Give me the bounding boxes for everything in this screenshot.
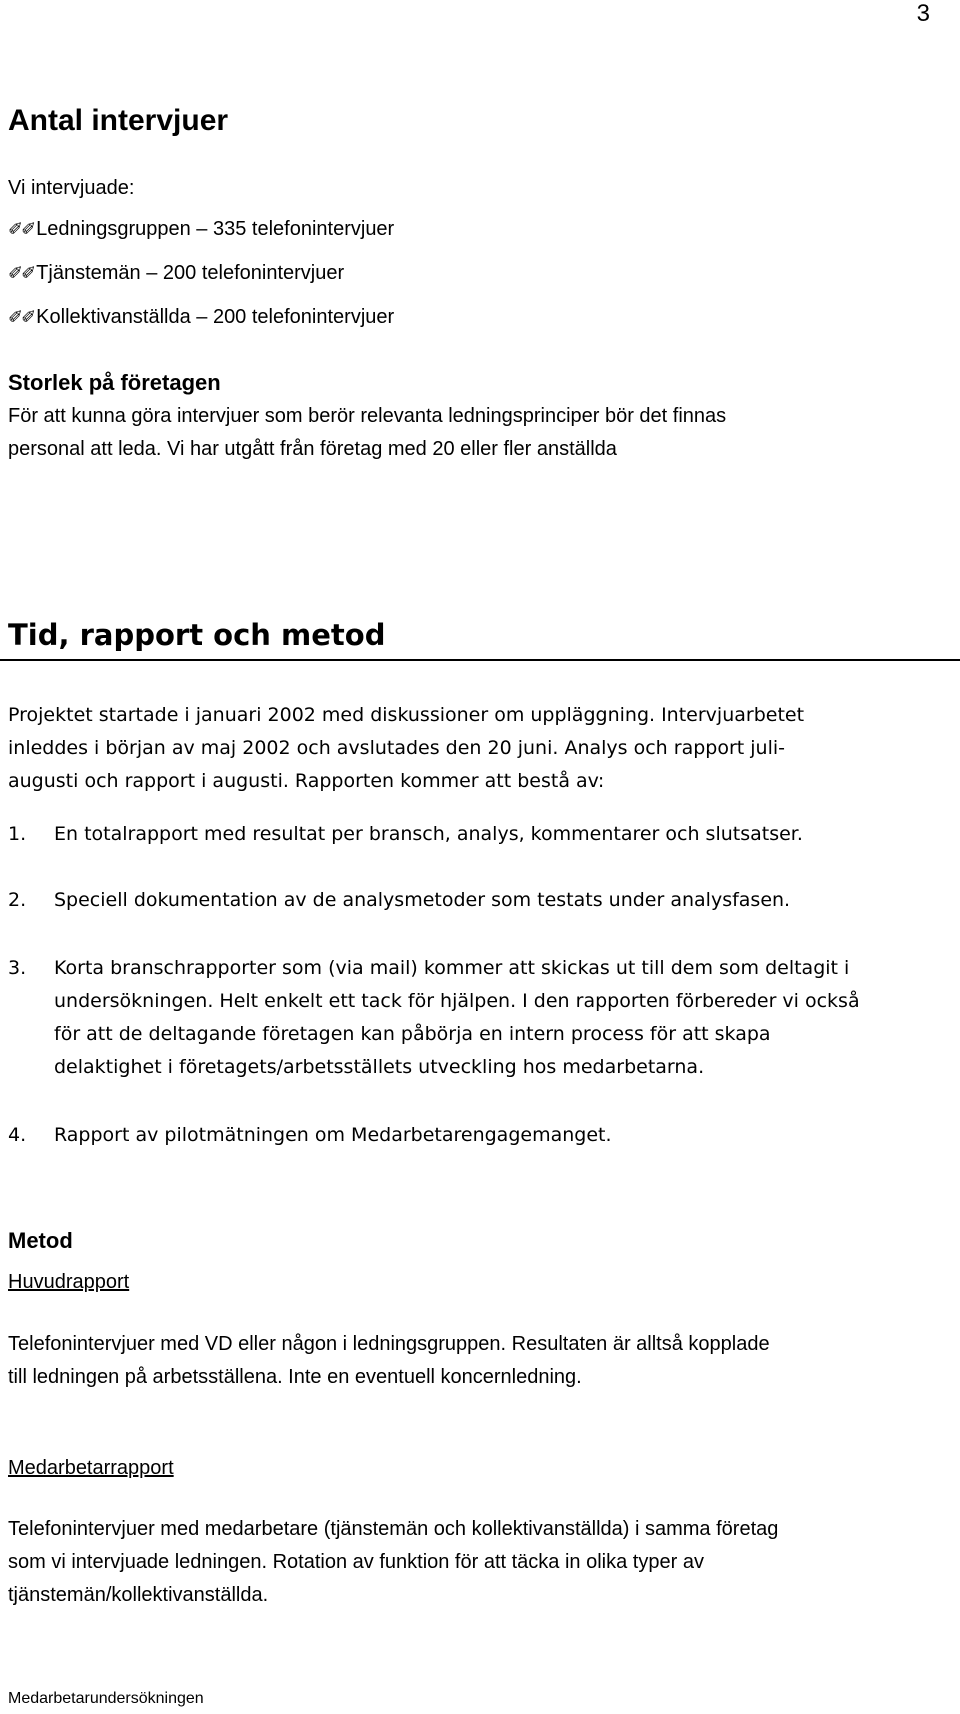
item-number: 4. <box>8 1124 27 1146</box>
list-item <box>8 262 344 285</box>
bullet-text: Tjänstemän – 200 telefonintervjuer <box>36 262 345 284</box>
paragraph-line: Telefonintervjuer med medarbetare (tjänstemän och kollektivanställda) i samma företag <box>8 1518 779 1540</box>
subheading-huvudrapport: Huvudrapport <box>8 1271 130 1293</box>
item-text: undersökningen. Helt enkelt ett tack för hjälpen. I den rapporten förbereder vi också <box>54 990 860 1012</box>
paragraph-line: som vi intervjuade ledningen. Rotation av funktion för att täcka in olika typer av <box>8 1551 704 1573</box>
section-divider <box>0 659 960 661</box>
list-item <box>8 218 394 241</box>
item-text: för att de deltagande företagen kan påbörja en intern process för att skapa <box>54 1023 771 1045</box>
paragraph-line: Telefonintervjuer med VD eller någon i ledningsgruppen. Resultaten är alltså kopplade <box>8 1333 770 1355</box>
bullet-text: Kollektivanställda – 200 telefonintervjuer <box>36 306 395 328</box>
section-title-metod: Metod <box>8 1228 73 1253</box>
paragraph-line: För att kunna göra intervjuer som berör relevanta ledningsprinciper bör det finnas <box>8 405 727 427</box>
section-title-antal-intervjuer: Antal intervjuer <box>8 104 229 137</box>
pen-icon: ✐✐ <box>8 219 35 240</box>
item-text: Korta branschrapporter som (via mail) kommer att skickas ut till dem som deltagit i <box>54 957 850 979</box>
paragraph-line: personal att leda. Vi har utgått från företag med 20 eller fler anställda <box>8 438 617 460</box>
paragraph-line: augusti och rapport i augusti. Rapporten kommer att bestå av: <box>8 770 605 792</box>
list-item <box>8 306 394 329</box>
paragraph-line: Projektet startade i januari 2002 med diskussioner om uppläggning. Intervjuarbetet <box>8 704 805 726</box>
paragraph-line: tjänstemän/kollektivanställda. <box>8 1584 269 1606</box>
subheading-medarbetarrapport: Medarbetarrapport <box>8 1457 174 1479</box>
numbered-item <box>8 1119 948 1152</box>
intro-text: Vi intervjuade: <box>8 177 135 199</box>
section-title-tid-rapport-metod: Tid, rapport och metod <box>8 618 386 652</box>
paragraph-line: till ledningen på arbetsställena. Inte en eventuell koncernledning. <box>8 1366 582 1388</box>
item-number: 1. <box>8 823 27 845</box>
numbered-item <box>8 884 948 917</box>
item-text: Rapport av pilotmätningen om Medarbetarengagemanget. <box>54 1124 612 1146</box>
numbered-item <box>8 952 948 1092</box>
item-number: 2. <box>8 889 27 911</box>
page-number: 3 <box>916 0 930 27</box>
numbered-item <box>8 818 948 851</box>
section-title-storlek: Storlek på företagen <box>8 370 221 395</box>
pen-icon: ✐✐ <box>8 263 35 284</box>
pen-icon: ✐✐ <box>8 307 35 328</box>
page-footer: Medarbetarundersökningen <box>8 1690 204 1707</box>
item-number: 3. <box>8 957 27 979</box>
item-text: Speciell dokumentation av de analysmetoder som testats under analysfasen. <box>54 889 791 911</box>
item-text: delaktighet i företagets/arbetsställets utveckling hos medarbetarna. <box>54 1056 705 1078</box>
bullet-text: Ledningsgruppen – 335 telefonintervjuer <box>36 218 395 240</box>
item-text: En totalrapport med resultat per bransch, analys, kommentarer och slutsatser. <box>54 823 803 845</box>
paragraph-line: inleddes i början av maj 2002 och avslutades den 20 juni. Analys och rapport juli- <box>8 737 785 759</box>
